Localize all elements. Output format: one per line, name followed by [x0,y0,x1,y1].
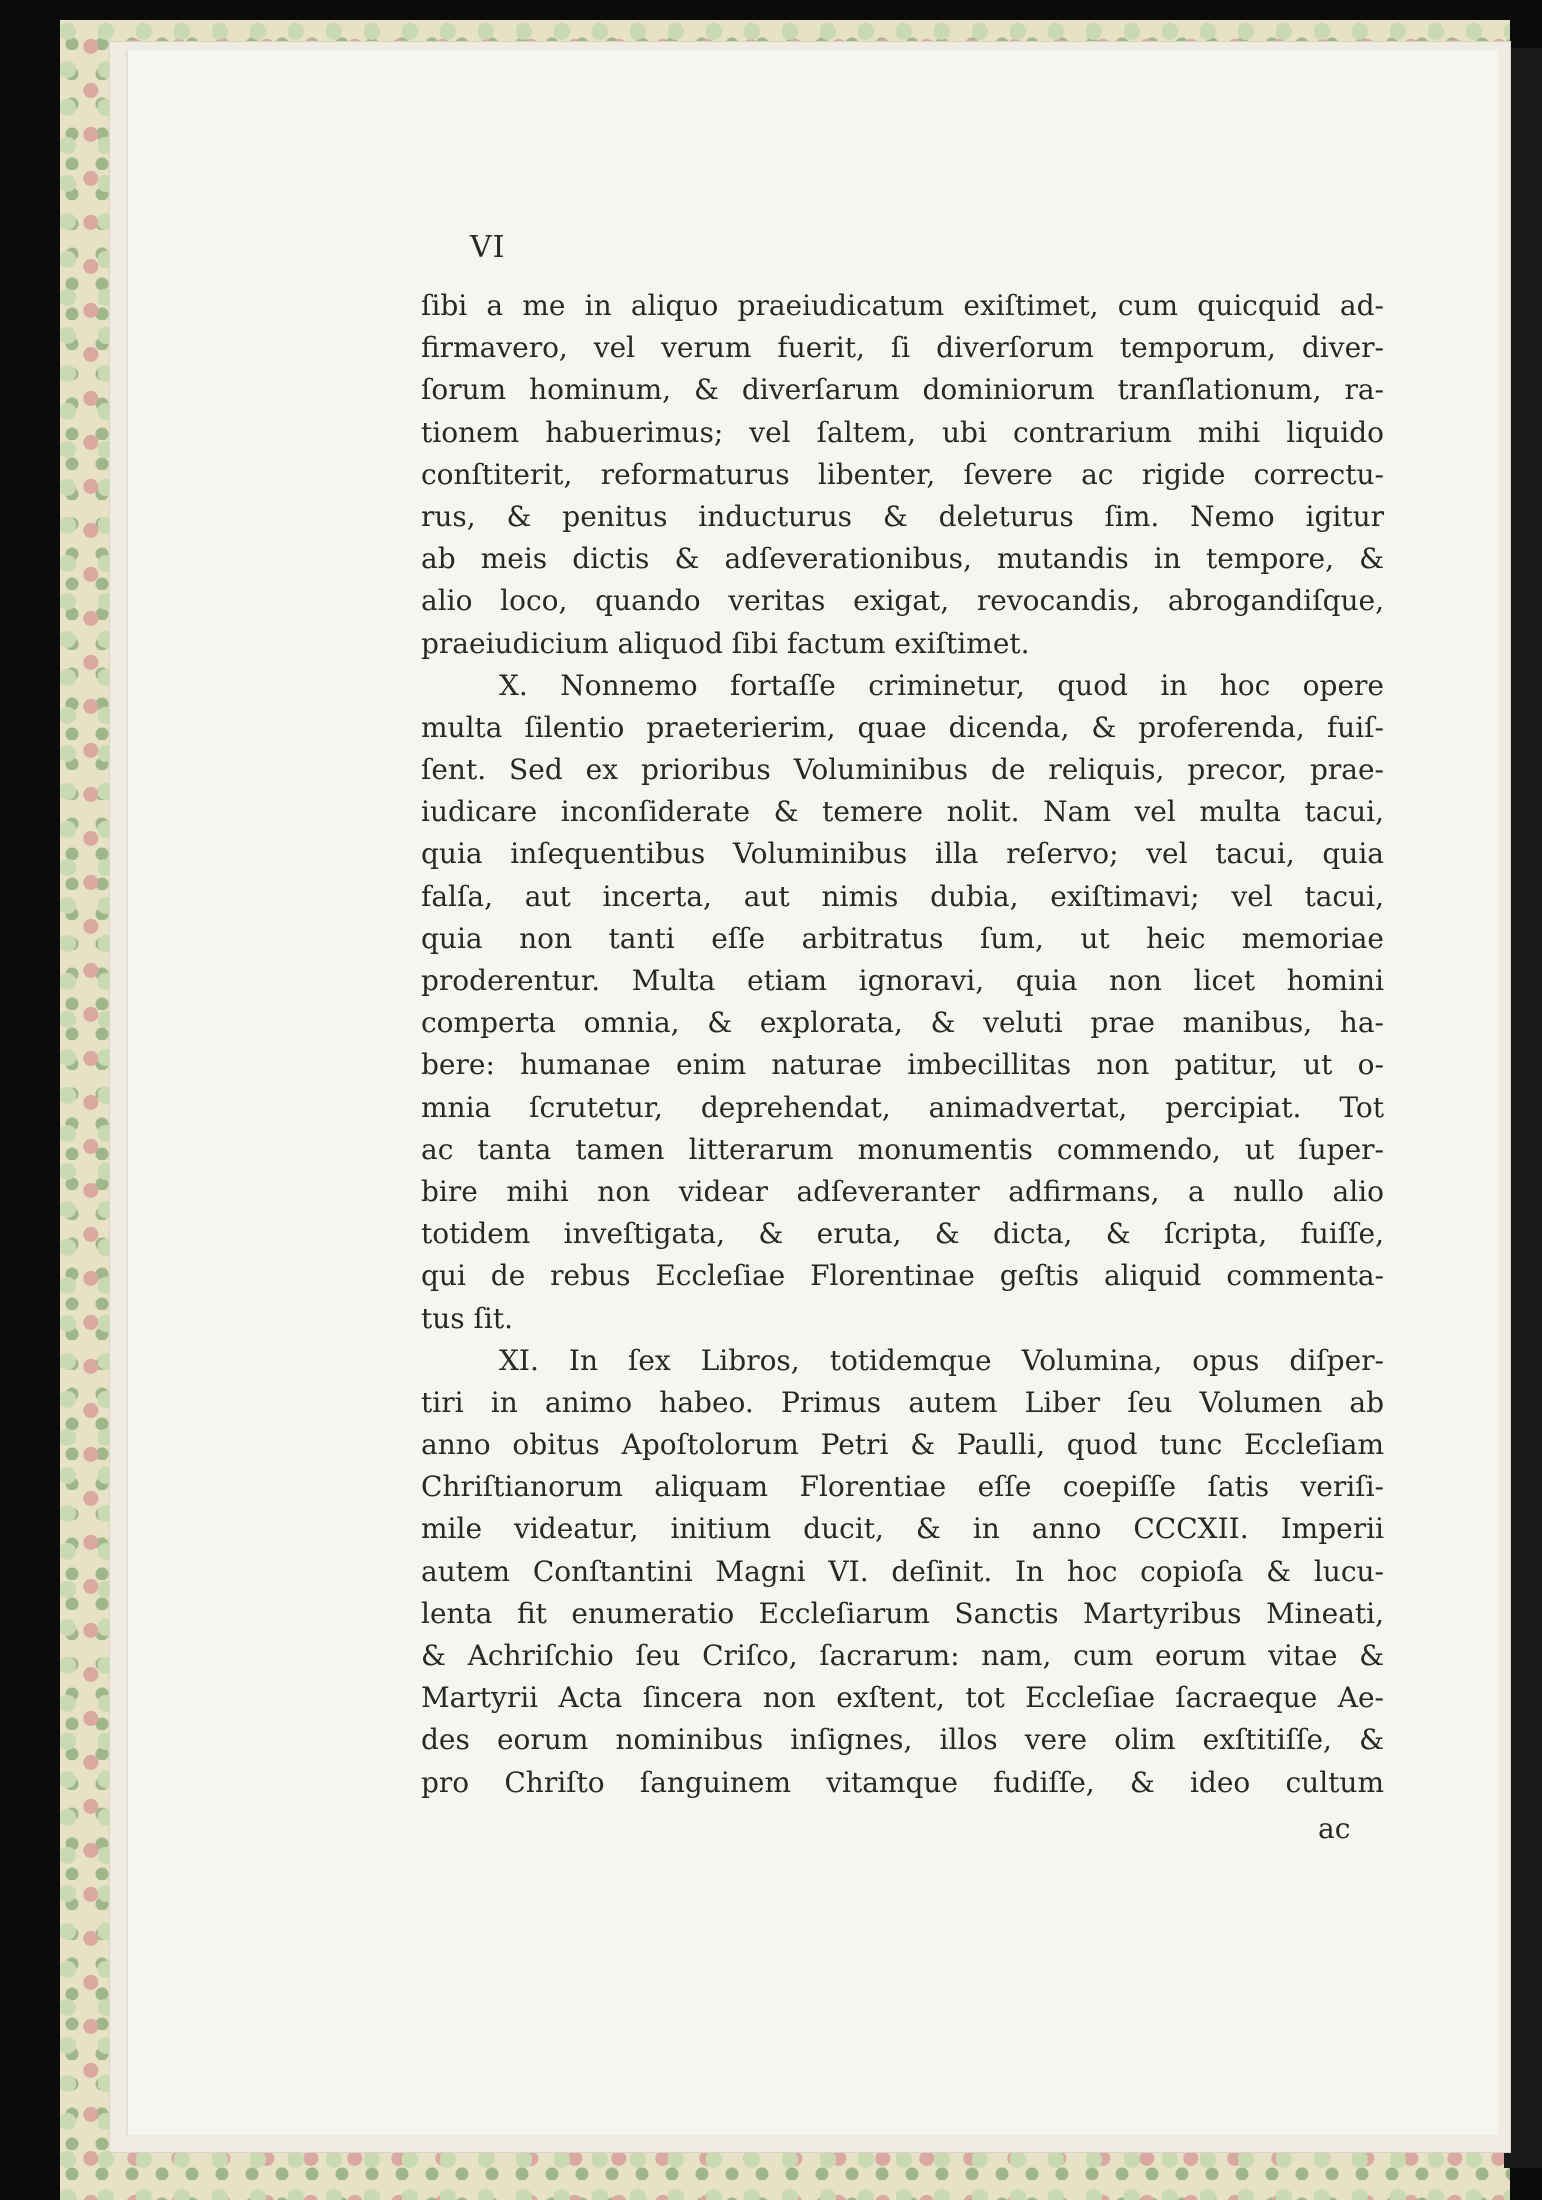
body-text [421,285,1384,1804]
text-line: praeiudicium aliquod ſibi factum exiſtimet. [421,626,1030,660]
text-line: ac tanta tamen litterarum monumentis commendo, ut ſuper- [421,1132,1384,1166]
text-line: & Achriſchio ſeu Criſco, ſacrarum: nam, cum eorum vitae & [421,1639,1384,1672]
text-line: quia non tanti eſſe arbitratus ſum, ut heic memoriae [421,921,1384,955]
text-line: ſibi a me in aliquo praeiudicatum exiſtimet, cum quicquid ad- [421,289,1384,322]
paragraph-x-start: X. Nonnemo fortaſſe criminetur, quod in hoc opere [499,668,1384,702]
paragraph-xi-start: XI. In ſex Libros, totidemque Volumina, opus diſper- [499,1343,1384,1377]
text-line: bire mihi non videar adſeveranter adfirmans, a nullo alio [421,1174,1384,1208]
text-line: conſtiterit, reformaturus libenter, ſevere ac rigide correctu- [421,457,1384,491]
text-line: mile videatur, initium ducit, & in anno CCCXII. Imperii [421,1512,1384,1546]
text-line: ab meis dictis & adſeverationibus, mutandis in tempore, & [421,542,1384,576]
text-line: anno obitus Apoſtolorum Petri & Paulli, quod tunc Eccleſiam [421,1428,1384,1462]
text-line: tionem habuerimus; vel ſaltem, ubi contrarium mihi liquido [421,415,1384,449]
text-line: multa ſilentio praeterierim, quae dicenda, & proferenda, fuiſ- [421,710,1384,744]
text-line: Chriſtianorum aliquam Florentiae eſſe coepiſſe ſatis veriſi- [421,1470,1384,1504]
text-line: tiri in animo habeo. Primus autem Liber ſeu Volumen ab [421,1385,1384,1419]
text-line: alio loco, quando veritas exigat, revocandis, abrogandiſque, [421,584,1384,618]
text-line: bere: humanae enim naturae imbecillitas non patitur, ut o- [421,1048,1384,1082]
text-line: autem Conſtantini Magni VI. deſinit. In hoc copioſa & lucu- [421,1554,1384,1588]
text-line: ſorum hominum, & diverſarum dominiorum tranſlationum, ra- [421,373,1384,407]
text-line: totidem inveſtigata, & eruta, & dicta, & ſcripta, fuiſſe, [421,1217,1384,1251]
page-number: VI [470,230,506,265]
text-line: ſent. Sed ex prioribus Voluminibus de reliquis, precor, prae- [421,753,1384,787]
text-line: mnia ſcrutetur, deprehendat, animadvertat, percipiat. Tot [421,1090,1384,1124]
catchword: ac [1318,1812,1351,1845]
text-line: lenta fit enumeratio Eccleſiarum Sanctis Martyribus Mineati, [421,1596,1384,1630]
text-line: tus ſit. [421,1301,514,1335]
text-line: des eorum nominibus inſignes, illos vere olim exſtitiſſe, & [421,1723,1384,1757]
text-line: falſa, aut incerta, aut nimis dubia, exiſtimavi; vel tacui, [421,879,1384,913]
text-line: pro Chriſto ſanguinem vitamque fudiſſe, & ideo cultum [421,1765,1384,1799]
text-line: comperta omnia, & explorata, & veluti prae manibus, ha- [421,1006,1384,1040]
text-line: firmavero, vel verum fuerit, ſi diverſorum temporum, diver- [421,331,1384,365]
text-line: rus, & penitus inducturus & deleturus ſim. Nemo igitur [421,499,1384,533]
text-line: proderentur. Multa etiam ignoravi, quia non licet homini [421,964,1384,997]
text-line: Martyrii Acta ſincera non exſtent, tot Eccleſiae ſacraeque Ae- [421,1681,1384,1715]
text-line: qui de rebus Eccleſiae Florentinae geſtis aliquid commenta- [421,1259,1384,1293]
text-line: quia inſequentibus Voluminibus illa reſervo; vel tacui, quia [421,837,1384,871]
text-line: iudicare inconſiderate & temere nolit. Nam vel multa tacui, [421,795,1384,829]
